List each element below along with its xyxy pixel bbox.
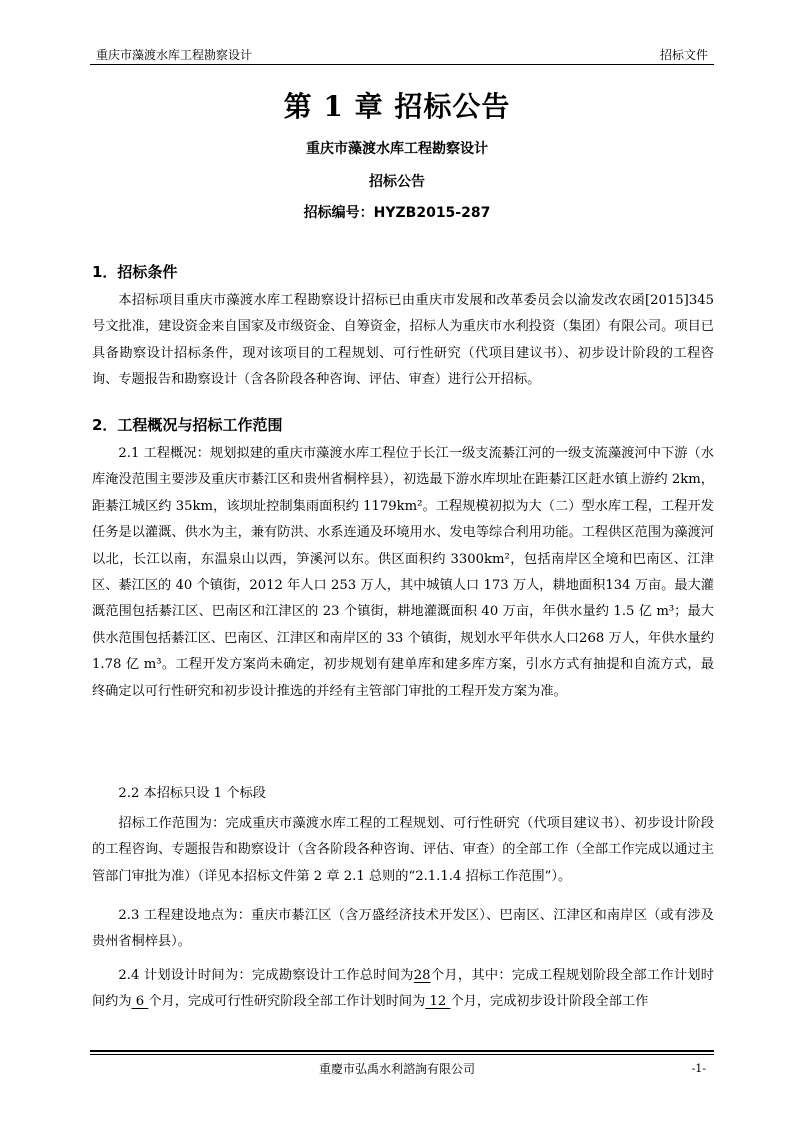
section-2-heading: 2．工程概况与招标工作范围	[92, 416, 283, 434]
total-months-value: 28	[413, 968, 431, 983]
scope-paragraph: 招标工作范围为：完成重庆市藻渡水库工程的工程规划、可行性研究（代项目建议书）、初步设计阶段的工程咨询、专题报告和勘察设计（含各阶段各种咨询、评估、审查）的全部工作（全部工作完成以通过主管部门审批为准）（详见本招标文件第 2 章 2.1 总则的“2.1.1.4 招标工作范围”）。	[92, 816, 714, 884]
section-2-1-paragraph: 2.1 工程概况：规划拟建的重庆市藻渡水库工程位于长江一级支流綦江河的一级支流藻渡河中下游（水库淹没范围主要涉及重庆市綦江区和贵州省桐梓县），初选最下游水库坝址在距綦江区赶水镇上游约 2km，距綦江城区约 35km，该坝址控制集雨面积约 1179km²。工程规模初拟为大（二）型水库工程，工程开发任务是以灌溉、供水为主，兼有防洪、水系连通及环境用水、发电等综合利用功能。工程供区范围为藻渡河以北，长江以南，东温泉山以西，笋溪河以东。供区面积约 3300km²，包括南岸区全境和巴南区、江津区、綦江区的 40 个镇街，2012 年人口 253 万人，其中城镇人口 173 万人，耕地面积134 万亩。最大灌溉范围包括綦江区、巴南区和江津区的 23 个镇街，耕地灌溉面积 40 万亩，年供水量约 1.5 亿 m³；最大供水范围包括綦江区、巴南区、江津区和南岸区的 33 个镇街，规划水平年供水人口268 万人，年供水量约 1.78 亿 m³。工程开发方案尚未确定，初步规划有建单库和建多库方案，引水方式有抽提和自流方式，最终确定以可行性研究和初步设计推选的并经有主管部门审批的工程开发方案为准。	[92, 446, 714, 699]
section-2-3-paragraph: 2.3 工程建设地点为：重庆市綦江区（含万盛经济技术开发区）、巴南区、江津区和南岸区（或有涉及贵州省桐梓县）。	[92, 908, 714, 950]
page-header	[90, 44, 714, 64]
feasibility-months-value: 12	[425, 994, 451, 1010]
doc-title: 招标公告	[369, 174, 425, 190]
planning-months-value: 6	[131, 994, 149, 1010]
header-right-text: 招标文件	[659, 48, 708, 62]
footer-rule-thick	[90, 1050, 714, 1052]
page-number: -1-	[691, 1062, 706, 1075]
section-1-paragraph: 本招标项目重庆市藻渡水库工程勘察设计招标已由重庆市发展和改革委员会以渝发改农函[2015]345 号文批准，建设资金来自国家及市级资金、自筹资金，招标人为重庆市水利投资（集团）有限公司。项目已具备勘察设计招标条件，现对该项目的工程规划、可行性研究（代项目建议书）、初步设计阶段的工程咨询、专题报告和勘察设计（含各阶段各种咨询、评估、审查）进行公开招标。	[92, 293, 714, 388]
section-1-heading: 1．招标条件	[92, 263, 178, 281]
section-2-4-paragraph: 2.4 计划设计时间为：完成勘察设计工作总时间为28个月，其中：完成工程规划阶段全部工作计划时间约为 6 个月，完成可行性研究阶段全部工作计划时间为 12 个月，完成初步设计阶段全部工作	[92, 968, 714, 1010]
tender-number: 招标编号：HYZB2015-287	[303, 205, 491, 221]
footer-rule-thin	[90, 1054, 714, 1055]
section-2-2-paragraph: 2.2 本招标只设 1 个标段	[118, 786, 266, 801]
header-left-text: 重庆市藻渡水库工程勘察设计	[96, 48, 253, 62]
header-rule	[90, 64, 714, 65]
chapter-title: 第 1 章 招标公告	[283, 90, 511, 123]
project-title: 重庆市藻渡水库工程勘察设计	[306, 141, 488, 157]
footer-company: 重慶市弘禹水利諮詢有限公司	[318, 1062, 475, 1076]
